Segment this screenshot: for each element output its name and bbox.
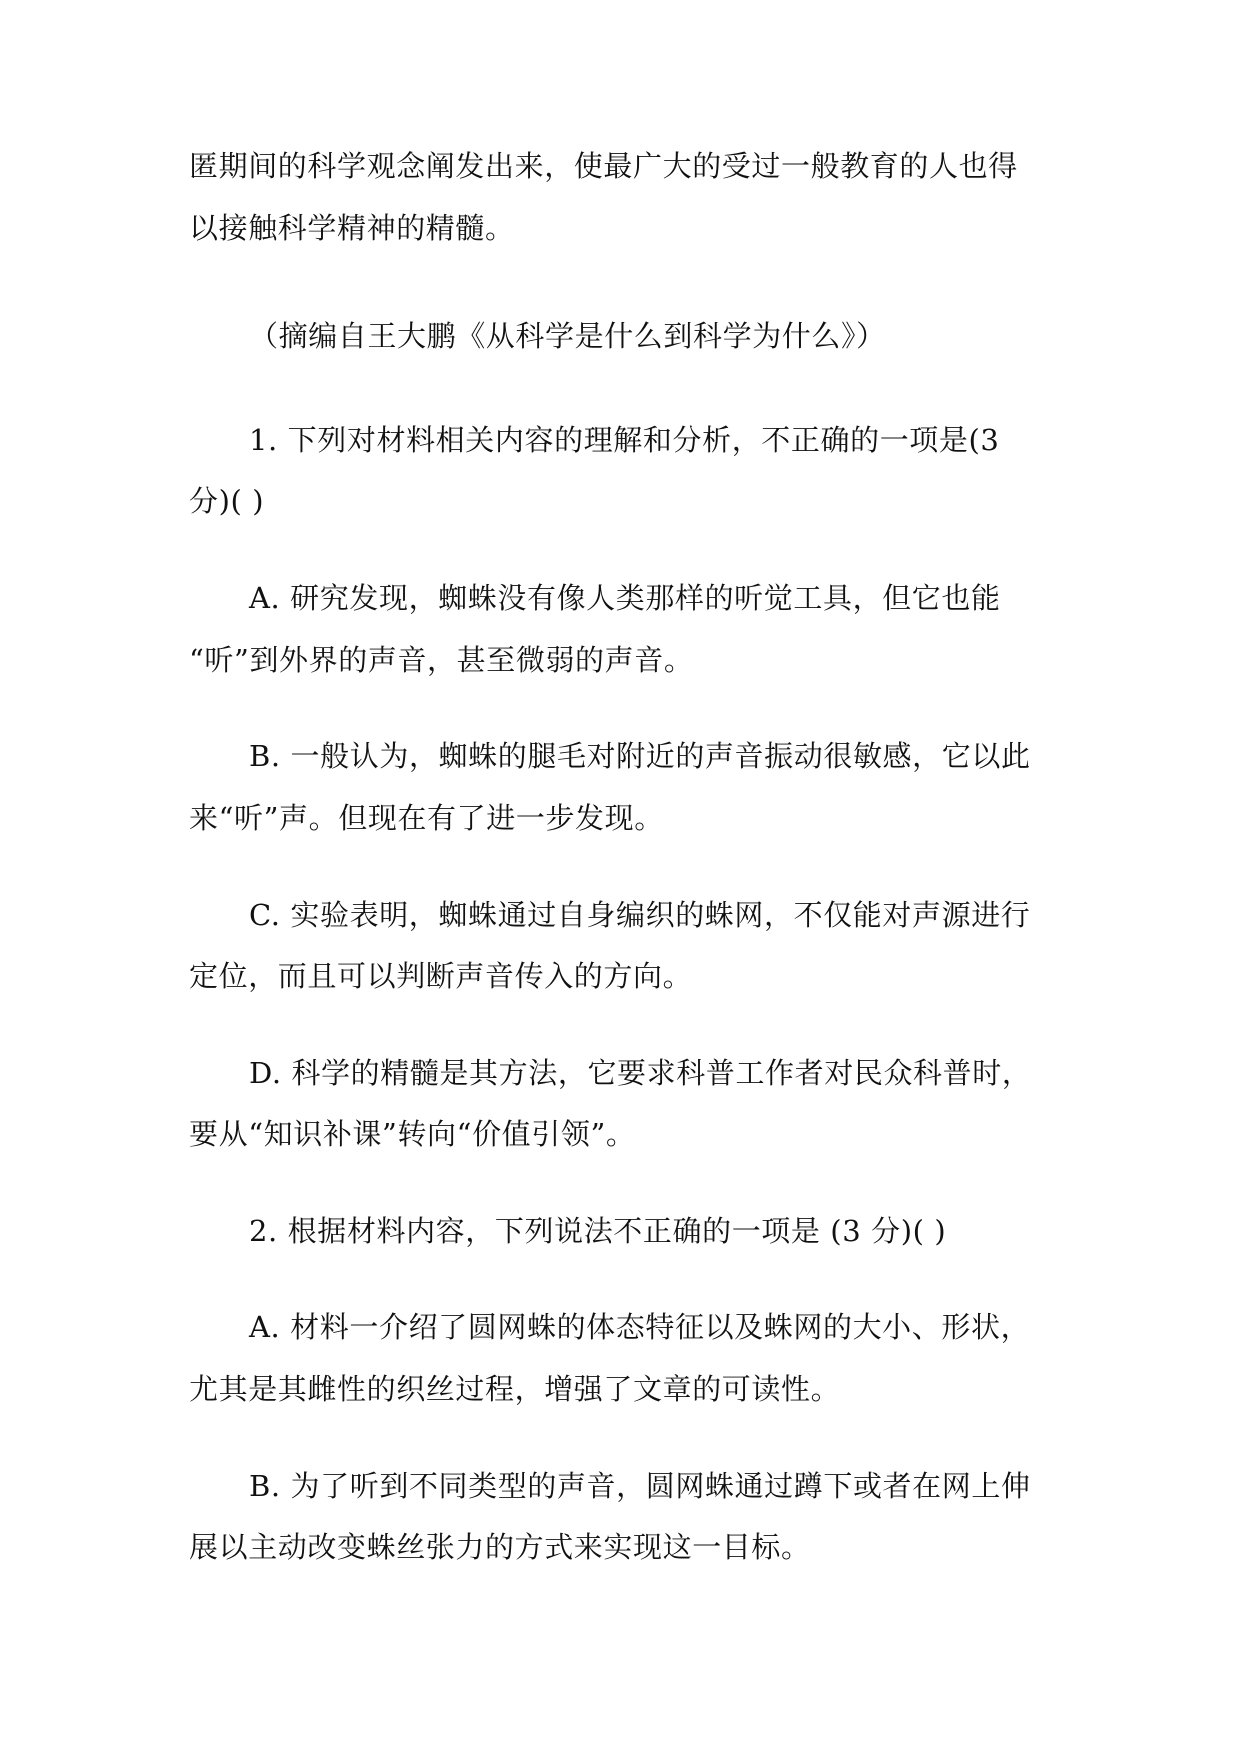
q1-option-c-line-2: 定位，而且可以判断声音传入的方向。	[189, 959, 693, 993]
q2-option-b-line-2: 展以主动改变蛛丝张力的方式来实现这一目标。	[189, 1530, 811, 1564]
q1-stem-line-1: 1. 下列对材料相关内容的理解和分析，不正确的一项是(3	[249, 423, 1000, 457]
q1-option-b-line-2: 来“听”声。但现在有了进一步发现。	[189, 801, 664, 835]
q1-option-a-line-1: A. 研究发现，蜘蛛没有像人类那样的听觉工具，但它也能	[249, 581, 1001, 615]
q2-stem: 2. 根据材料内容，下列说法不正确的一项是 (3 分)( )	[249, 1214, 947, 1248]
intro-line-1: 匿期间的科学观念阐发出来，使最广大的受过一般教育的人也得	[189, 149, 1018, 183]
q1-option-a-line-2: “听”到外界的声音，甚至微弱的声音。	[189, 643, 694, 677]
q1-option-d-line-1: D. 科学的精髓是其方法，它要求科普工作者对民众科普时，	[249, 1056, 1032, 1090]
q2-option-a-line-2: 尤其是其雌性的织丝过程，增强了文章的可读性。	[189, 1372, 841, 1406]
intro-line-2: 以接触科学精神的精髓。	[189, 211, 515, 245]
source-citation: （摘编自王大鹏《从科学是什么到科学为什么》）	[249, 319, 886, 353]
q2-option-a-line-1: A. 材料一介绍了圆网蛛的体态特征以及蛛网的大小、形状，	[249, 1310, 1031, 1344]
q1-stem-line-2: 分)( )	[189, 484, 265, 518]
q2-option-b-line-1: B. 为了听到不同类型的声音，圆网蛛通过蹲下或者在网上伸	[249, 1469, 1031, 1503]
q1-option-b-line-1: B. 一般认为，蜘蛛的腿毛对附近的声音振动很敏感，它以此	[249, 739, 1031, 773]
q1-option-d-line-2: 要从“知识补课”转向“价值引领”。	[189, 1117, 636, 1151]
q1-option-c-line-1: C. 实验表明，蜘蛛通过自身编织的蛛网，不仅能对声源进行	[249, 898, 1031, 932]
